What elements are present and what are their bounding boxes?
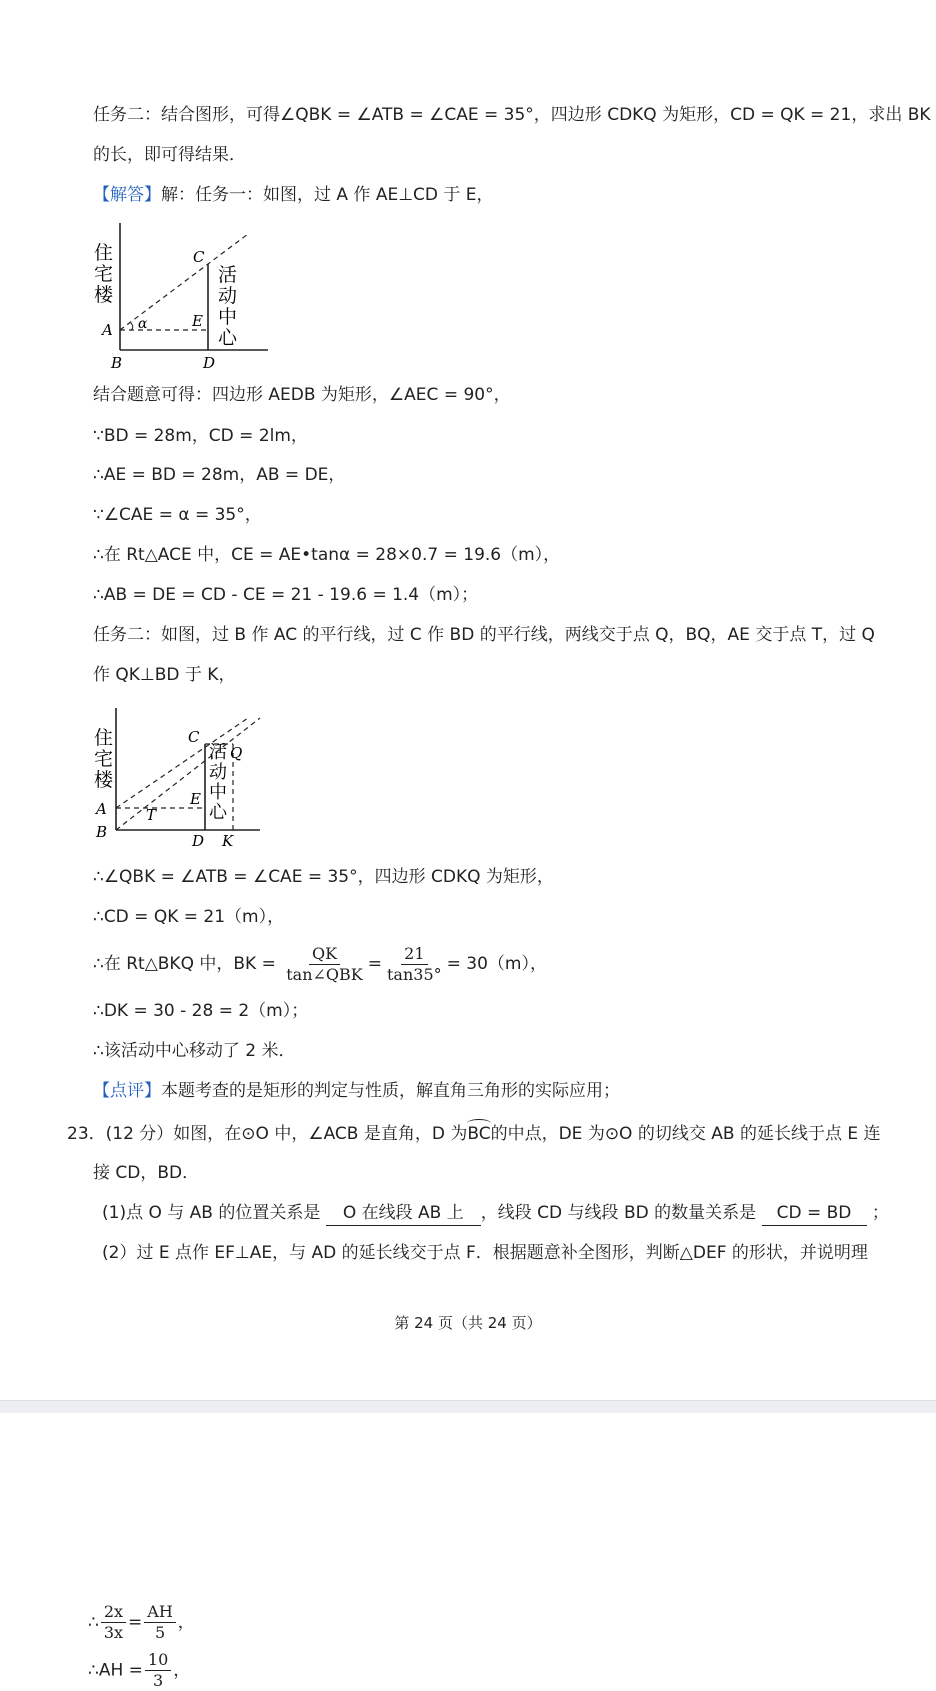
fraction-numerator: 2x [101,1602,126,1623]
therefore: ∴ [88,1612,99,1633]
part-1-question: (1)点 O 与 AB 的位置关系是 [102,1203,321,1223]
comment-text: 本题考查的是矩形的判定与性质，解直角三角形的实际应用； [161,1081,620,1101]
fig2-center-label-4: 心 [209,802,227,823]
fraction [101,1602,126,1643]
text-line [88,1602,195,1643]
fig1-center-label-4: 心 [218,327,238,349]
bk-result: = 30（m）， [446,954,547,974]
text-line: ∵BD = 28m，CD = 2lm， [93,426,308,446]
label-e: E [192,312,203,330]
text-line: ∴DK = 30 - 28 = 2（m）； [93,1001,309,1021]
fig2-building-label-2: 宅 [94,748,114,770]
fraction-denominator: tan35° [387,964,442,984]
fig2-center-label-2: 动 [209,762,227,783]
label-b: B [111,354,123,372]
fig1-center-label-2: 动 [218,285,238,307]
text-line: 接 CD，BD． [93,1163,200,1183]
fraction-numerator: 21 [401,944,427,965]
answer-blank-2: CD = BD [762,1201,867,1226]
fraction-denominator: 3 [152,1671,164,1690]
question-23-rest: 的中点，DE 为⊙O 的切线交 AB 的延长线于点 E 连 [490,1124,881,1144]
text-line: 的长，即可得结果． [93,145,246,165]
part-1-question-b: ，线段 CD 与线段 BD 的数量关系是 [480,1203,757,1223]
fraction [384,944,445,985]
answer-text: 解：任务一：如图，过 A 作 AE⊥CD 于 E， [161,185,494,205]
comma: ， [173,1660,191,1681]
text-line: ∴该活动中心移动了 2 米． [93,1041,296,1061]
fraction-numerator: 10 [145,1650,171,1671]
label-c: C [193,248,205,266]
comment-tag: 【点评】 [93,1081,161,1101]
text-line: ∴在 Rt△ACE 中，CE = AE•tanα = 28×0.7 = 19.6（m）， [93,545,561,565]
arc-bc: BC [467,1124,491,1144]
text-line [67,1122,881,1146]
text-line: ∴AB = DE = CD - CE = 21 - 19.6 = 1.4（m）； [93,585,479,605]
fraction-numerator: AH [144,1602,176,1623]
text-line: ∴∠QBK = ∠ATB = ∠CAE = 35°，四边形 CDKQ 为矩形， [93,867,554,887]
answer-blank-1: O 在线段 AB 上 [326,1201,481,1226]
label-b: B [96,823,108,841]
fraction [145,1650,171,1691]
fraction [283,944,366,985]
fig1-building-label-1: 住 [94,242,114,264]
label-alpha: α [138,316,148,332]
figure-1 [88,218,273,373]
equals: = [367,954,382,974]
fig2-building-label-1: 住 [94,727,114,749]
text-line [93,940,547,988]
fig1-building-label-2: 宅 [94,263,114,285]
text-line: 任务二：结合图形，可得∠QBK = ∠ATB = ∠CAE = 35°，四边形 CDKQ 为矩形，CD = QK = 21，求出 BK [93,105,931,125]
fraction-denominator: 5 [154,1623,166,1642]
page-separator [0,1400,936,1413]
text-line [102,1201,889,1226]
page-footer: 第 24 页（共 24 页） [394,1314,542,1332]
fig1-building-label-3: 楼 [94,284,114,306]
text-line: ∵∠CAE = α = 35°， [93,505,262,525]
label-q: Q [230,744,243,762]
fig1-center-label-1: 活 [218,264,238,286]
ah-prefix: ∴AH = [88,1660,143,1681]
text-line: 任务二：如图，过 B 作 AC 的平行线，过 C 作 BD 的平行线，两线交于点 Q，BQ，AE 交于点 T，过 Q [93,625,875,645]
fraction-denominator: tan∠QBK [286,964,363,984]
text-line: (2）过 E 点作 EF⊥AE，与 AD 的延长线交于点 F．根据题意补全图形，判断△DEF 的形状，并说明理 [102,1243,868,1263]
semicolon: ； [871,1203,889,1223]
label-t: T [146,806,157,824]
ac-line [116,718,248,808]
label-d: D [203,354,216,372]
figure-2 [88,700,268,860]
text-line [93,183,494,207]
text-line [93,1079,620,1103]
label-e: E [190,790,201,808]
fraction [144,1602,176,1643]
answer-tag: 【解答】 [93,185,161,205]
fig2-center-label-1: 活 [209,742,227,763]
angle-arc [130,322,133,330]
label-c: C [188,728,200,746]
label-a: A [96,800,107,818]
label-a: A [102,321,113,339]
comma: ， [177,1612,195,1633]
label-d: D [192,832,205,850]
text-line: 结合题意可得：四边形 AEDB 为矩形，∠AEC = 90°， [93,385,511,405]
text-line: ∴AE = BD = 28m，AB = DE， [93,465,346,485]
fraction-denominator: 3x [103,1623,124,1642]
fig1-center-label-3: 中 [218,306,238,328]
fraction-numerator: QK [309,944,340,965]
label-k: K [222,832,234,850]
fig2-building-label-3: 楼 [94,769,114,791]
question-23-start: 23．(12 分）如图，在⊙O 中，∠ACB 是直角，D 为 [67,1124,468,1144]
bk-prefix: ∴在 Rt△BKQ 中，BK = [93,954,276,974]
text-line: ∴CD = QK = 21（m）， [93,907,285,927]
text-line: 作 QK⊥BD 于 K， [93,665,236,685]
equals: = [128,1612,143,1633]
text-line [88,1650,190,1691]
fig2-center-label-3: 中 [209,782,227,803]
